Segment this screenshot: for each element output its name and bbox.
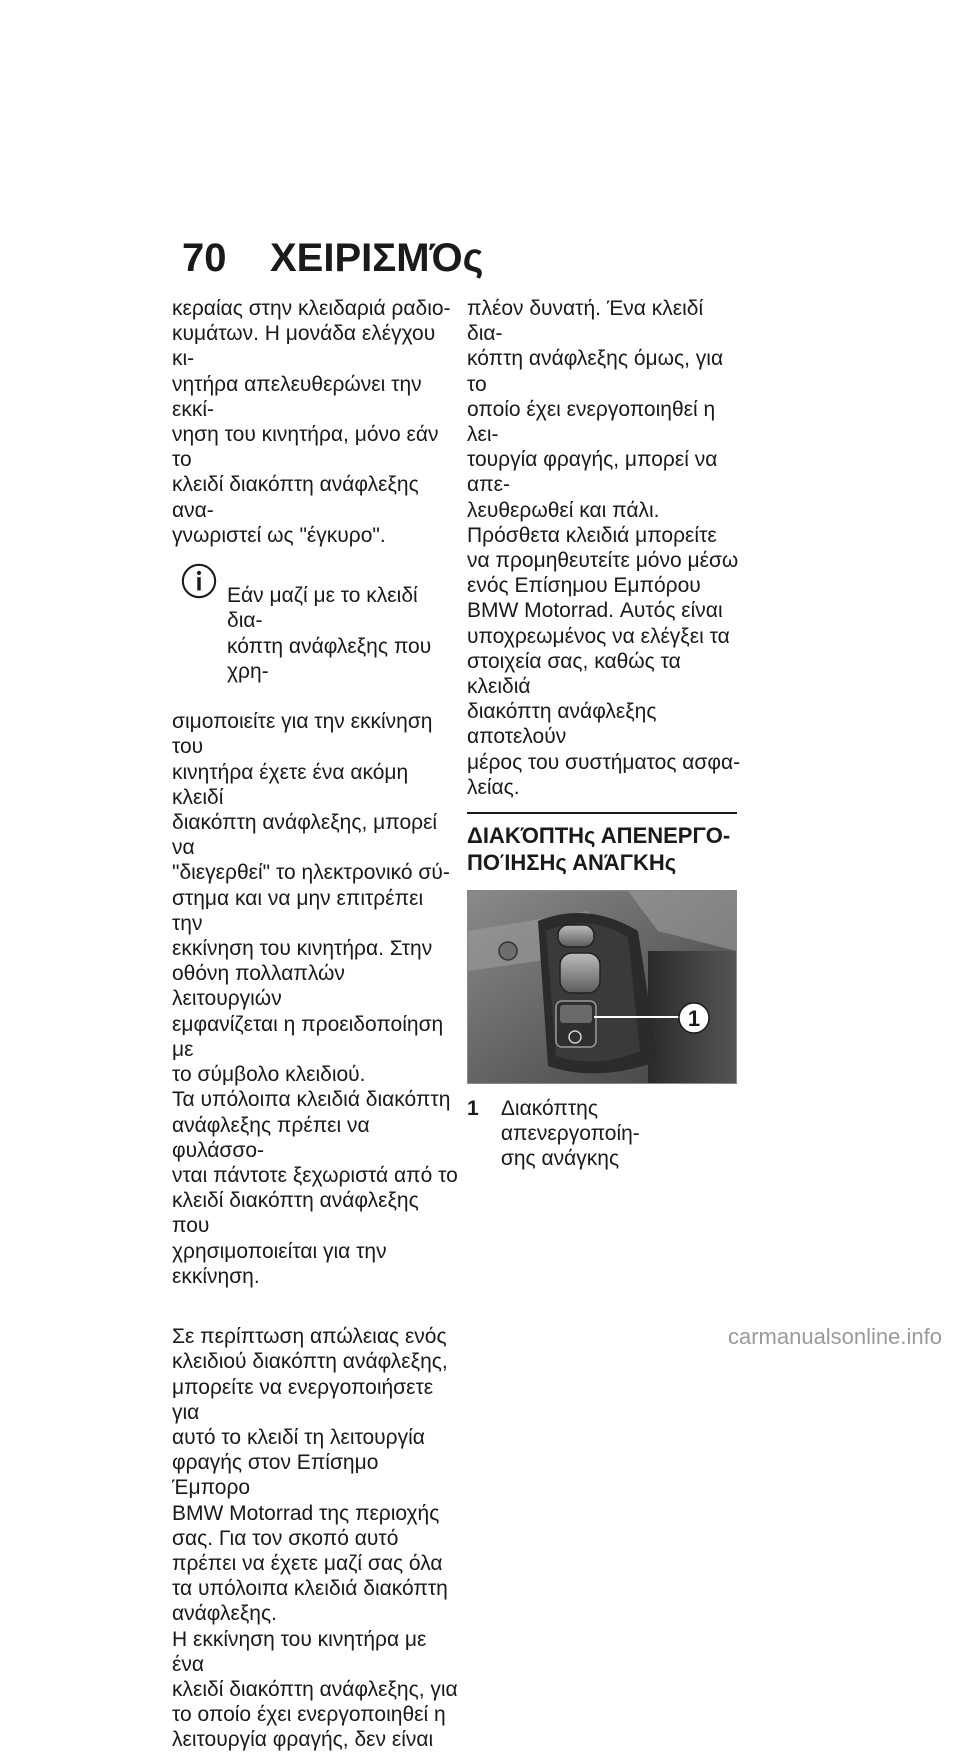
note-first-lines: Εάν μαζί με το κλειδί δια- κόπτη ανάφλεξης που χρη- bbox=[227, 584, 432, 683]
section-heading: ΔΙΑΚΌΠΤΗς ΑΠΕΝΕΡΓΟ- ΠΟΊΗΣΗς ΑΝΆΓΚΗς bbox=[467, 823, 731, 876]
handlebar-switch-photo bbox=[467, 890, 737, 1084]
right-column bbox=[467, 296, 742, 1172]
callout-number: 1 bbox=[687, 1006, 701, 1032]
note-block bbox=[172, 558, 458, 1314]
legend-number: 1 bbox=[467, 1097, 479, 1121]
note-rest: σιμοποιείτε για την εκκίνηση του κινητήρα έχετε ένα ακόμη κλειδί διακόπτη ανάφλεξης, μπορεί να "διεγερθεί" το ηλεκτρονικό σύ- στημα και να μην επιτρέπει την εκκίνηση του κινητήρα. Στην οθόνη πολλαπλών λειτουργιών εμφανίζεται η προειδοποίηση με το σύμβολο κλειδιού. Τα υπόλοιπα κλειδιά διακόπτη ανάφλεξης πρέπει να φυλάσσο- νται πάντοτε ξεχωριστά από το κλειδί διακόπτη ανάφλεξης που χρησιμοποιείται για την εκκίνηση. bbox=[172, 710, 458, 1288]
page-number: 70 bbox=[182, 236, 227, 280]
paragraph-radio-key: κεραίας στην κλειδαριά ραδιο- κυμάτων. Η μονάδα ελέγχου κι- νητήρα απελευθερώνει την εκκί- νηση του κινητήρα, μόνο εάν το κλειδί διακόπτη ανάφλεξης ανα- γνωριστεί ως "έγκυρο". bbox=[172, 297, 451, 547]
legend-item bbox=[467, 1096, 742, 1172]
chapter-title: ΧΕΙΡΙΣΜΌς bbox=[270, 236, 484, 280]
handlebar-switch-illustration bbox=[468, 891, 736, 1083]
paragraph-additional-keys: πλέον δυνατή. Ένα κλειδί δια- κόπτη ανάφλεξης όμως, για το οποίο έχει ενεργοποιηθεί η λει- τουργία φραγής, μπορεί να απε- λευθερωθεί και πάλι. Πρόσθετα κλειδιά μπορείτε να προμηθευτείτε μόνο μέσω ενός Επίσημου Εμπόρου BMW Motorrad. Αυτός είναι υποχρεωμένος να ελέγξει τα στοιχεία σας, καθώς τα κλειδιά διακόπτη ανάφλεξης αποτελούν μέρος του συστήματος ασφα- λείας. bbox=[467, 297, 741, 799]
paragraph-lost-key: Σε περίπτωση απώλειας ενός κλειδιού διακόπτη ανάφλεξης, μπορείτε να ενεργοποιήσετε για αυτό το κλειδί τη λειτουργία φραγής στον Επίσημο Έμπορο BMW Motorrad της περιοχής σας. Για τον σκοπό αυτό πρέπει να έχετε μαζί σας όλα τα υπόλοιπα κλειδιά διακόπτη ανάφλεξης. Η εκκίνηση του κινητήρα με ένα κλειδί διακόπτη ανάφλεξης, για το οποίο έχει ενεργοποιηθεί η λειτουργία φραγής, δεν είναι bbox=[172, 1325, 458, 1752]
legend-text: Διακόπτης απενεργοποίη- σης ανάγκης bbox=[500, 1097, 640, 1171]
left-column bbox=[172, 296, 458, 1753]
section-divider bbox=[467, 812, 737, 814]
page-header bbox=[182, 236, 483, 281]
watermark: carmanualsonline.info bbox=[727, 1324, 942, 1349]
info-icon bbox=[180, 562, 218, 600]
